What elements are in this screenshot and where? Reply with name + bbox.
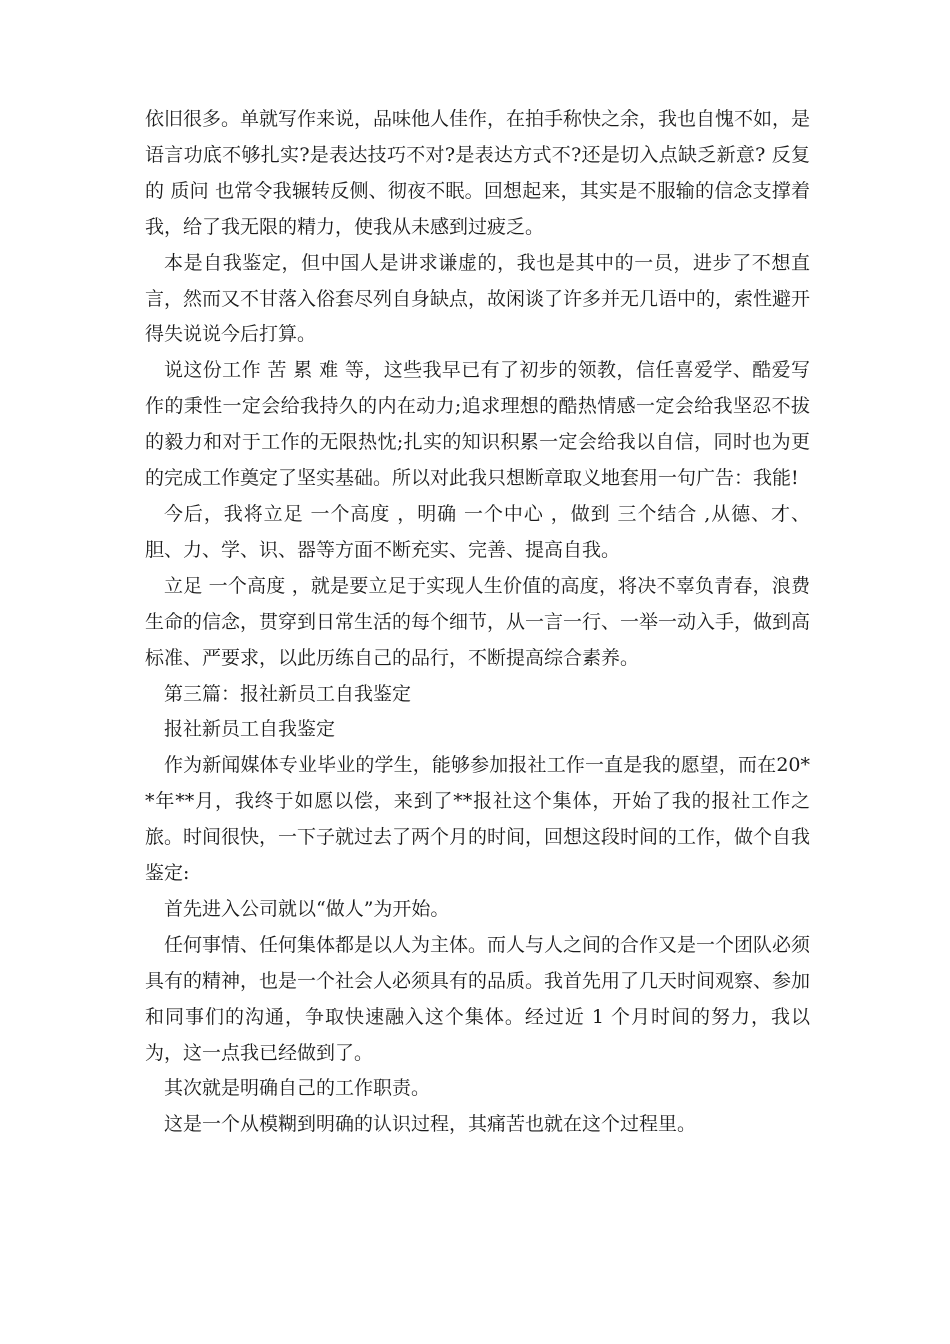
- paragraph-second-point: 其次就是明确自己的工作职责。: [164, 1077, 431, 1100]
- paragraph-continuation: 依旧很多。单就写作来说，品味他人佳作，在拍手称快之余，我也自愧不如，是语言功底不够扎实?是表达技巧不对?是表达方式不?还是切入点缺乏新意? 反复的 质问 也常令我辗转反侧、彻夜不眠。回想起来，其实是不服输的信念支撑着我，给了我无限的精力，使我从未感到过疲乏。: [145, 108, 811, 238]
- paragraph-one-height: 立足 一个高度 ，就是要立足于实现人生价值的高度，将决不辜负青春，浪费生命的信念，贯穿到日常生活的每个细节，从一言一行、一举一动入手，做到高标准、严要求，以此历练自己的品行，不断提高综合素养。: [145, 574, 811, 669]
- paragraph-introduction: 作为新闻媒体专业毕业的学生，能够参加报社工作一直是我的愿望，而在20**年**月，我终于如愿以偿，来到了**报社这个集体，开始了我的报社工作之旅。时间很快，一下子就过去了两个月的时间，回想这段时间的工作，做个自我鉴定:: [145, 754, 811, 885]
- paragraph-teamwork: 任何事情、任何集体都是以人为主体。而人与人之间的合作又是一个团队必须具有的精神，也是一个社会人必须具有的品质。我首先用了几天时间观察、参加和同事们的沟通，争取快速融入这个集体。经过近 1 个月时间的努力，我以为，这一点我已经做到了。: [145, 933, 811, 1064]
- paragraph-work-hardships: 说这份工作 苦 累 难 等，这些我早已有了初步的领教，信任喜爱学、酷爱写作的秉性一定会给我持久的内在动力;追求理想的酷热情感一定会给我坚忍不拔的毅力和对于工作的无限热忱;扎实的知识积累一定会给我以自信，同时也为更的完成工作奠定了坚实基础。所以对此我只想断章取义地套用一句广告：我能!: [145, 359, 810, 490]
- paragraph-future-plans: 今后，我将立足 一个高度 ，明确 一个中心 ，做到 三个结合 ,从德、才、胆、力、学、识、器等方面不断充实、完善、提高自我。: [145, 502, 810, 561]
- document-body: [145, 102, 810, 1143]
- paragraph-first-point: 首先进入公司就以“做人”为开始。: [164, 897, 450, 920]
- paragraph-self-appraisal-humility: 本是自我鉴定，但中国人是讲求谦虚的，我也是其中的一员，进步了不想直言，然而又不甘落入俗套尽列自身缺点，故闲谈了许多并无几语中的，索性避开得失说说今后打算。: [145, 251, 811, 346]
- section-heading-part-three: 第三篇：报社新员工自我鉴定: [164, 682, 412, 705]
- article-title: 报社新员工自我鉴定: [164, 718, 336, 741]
- paragraph-recognition-process: 这是一个从模糊到明确的认识过程，其痛苦也就在这个过程里。: [164, 1113, 697, 1136]
